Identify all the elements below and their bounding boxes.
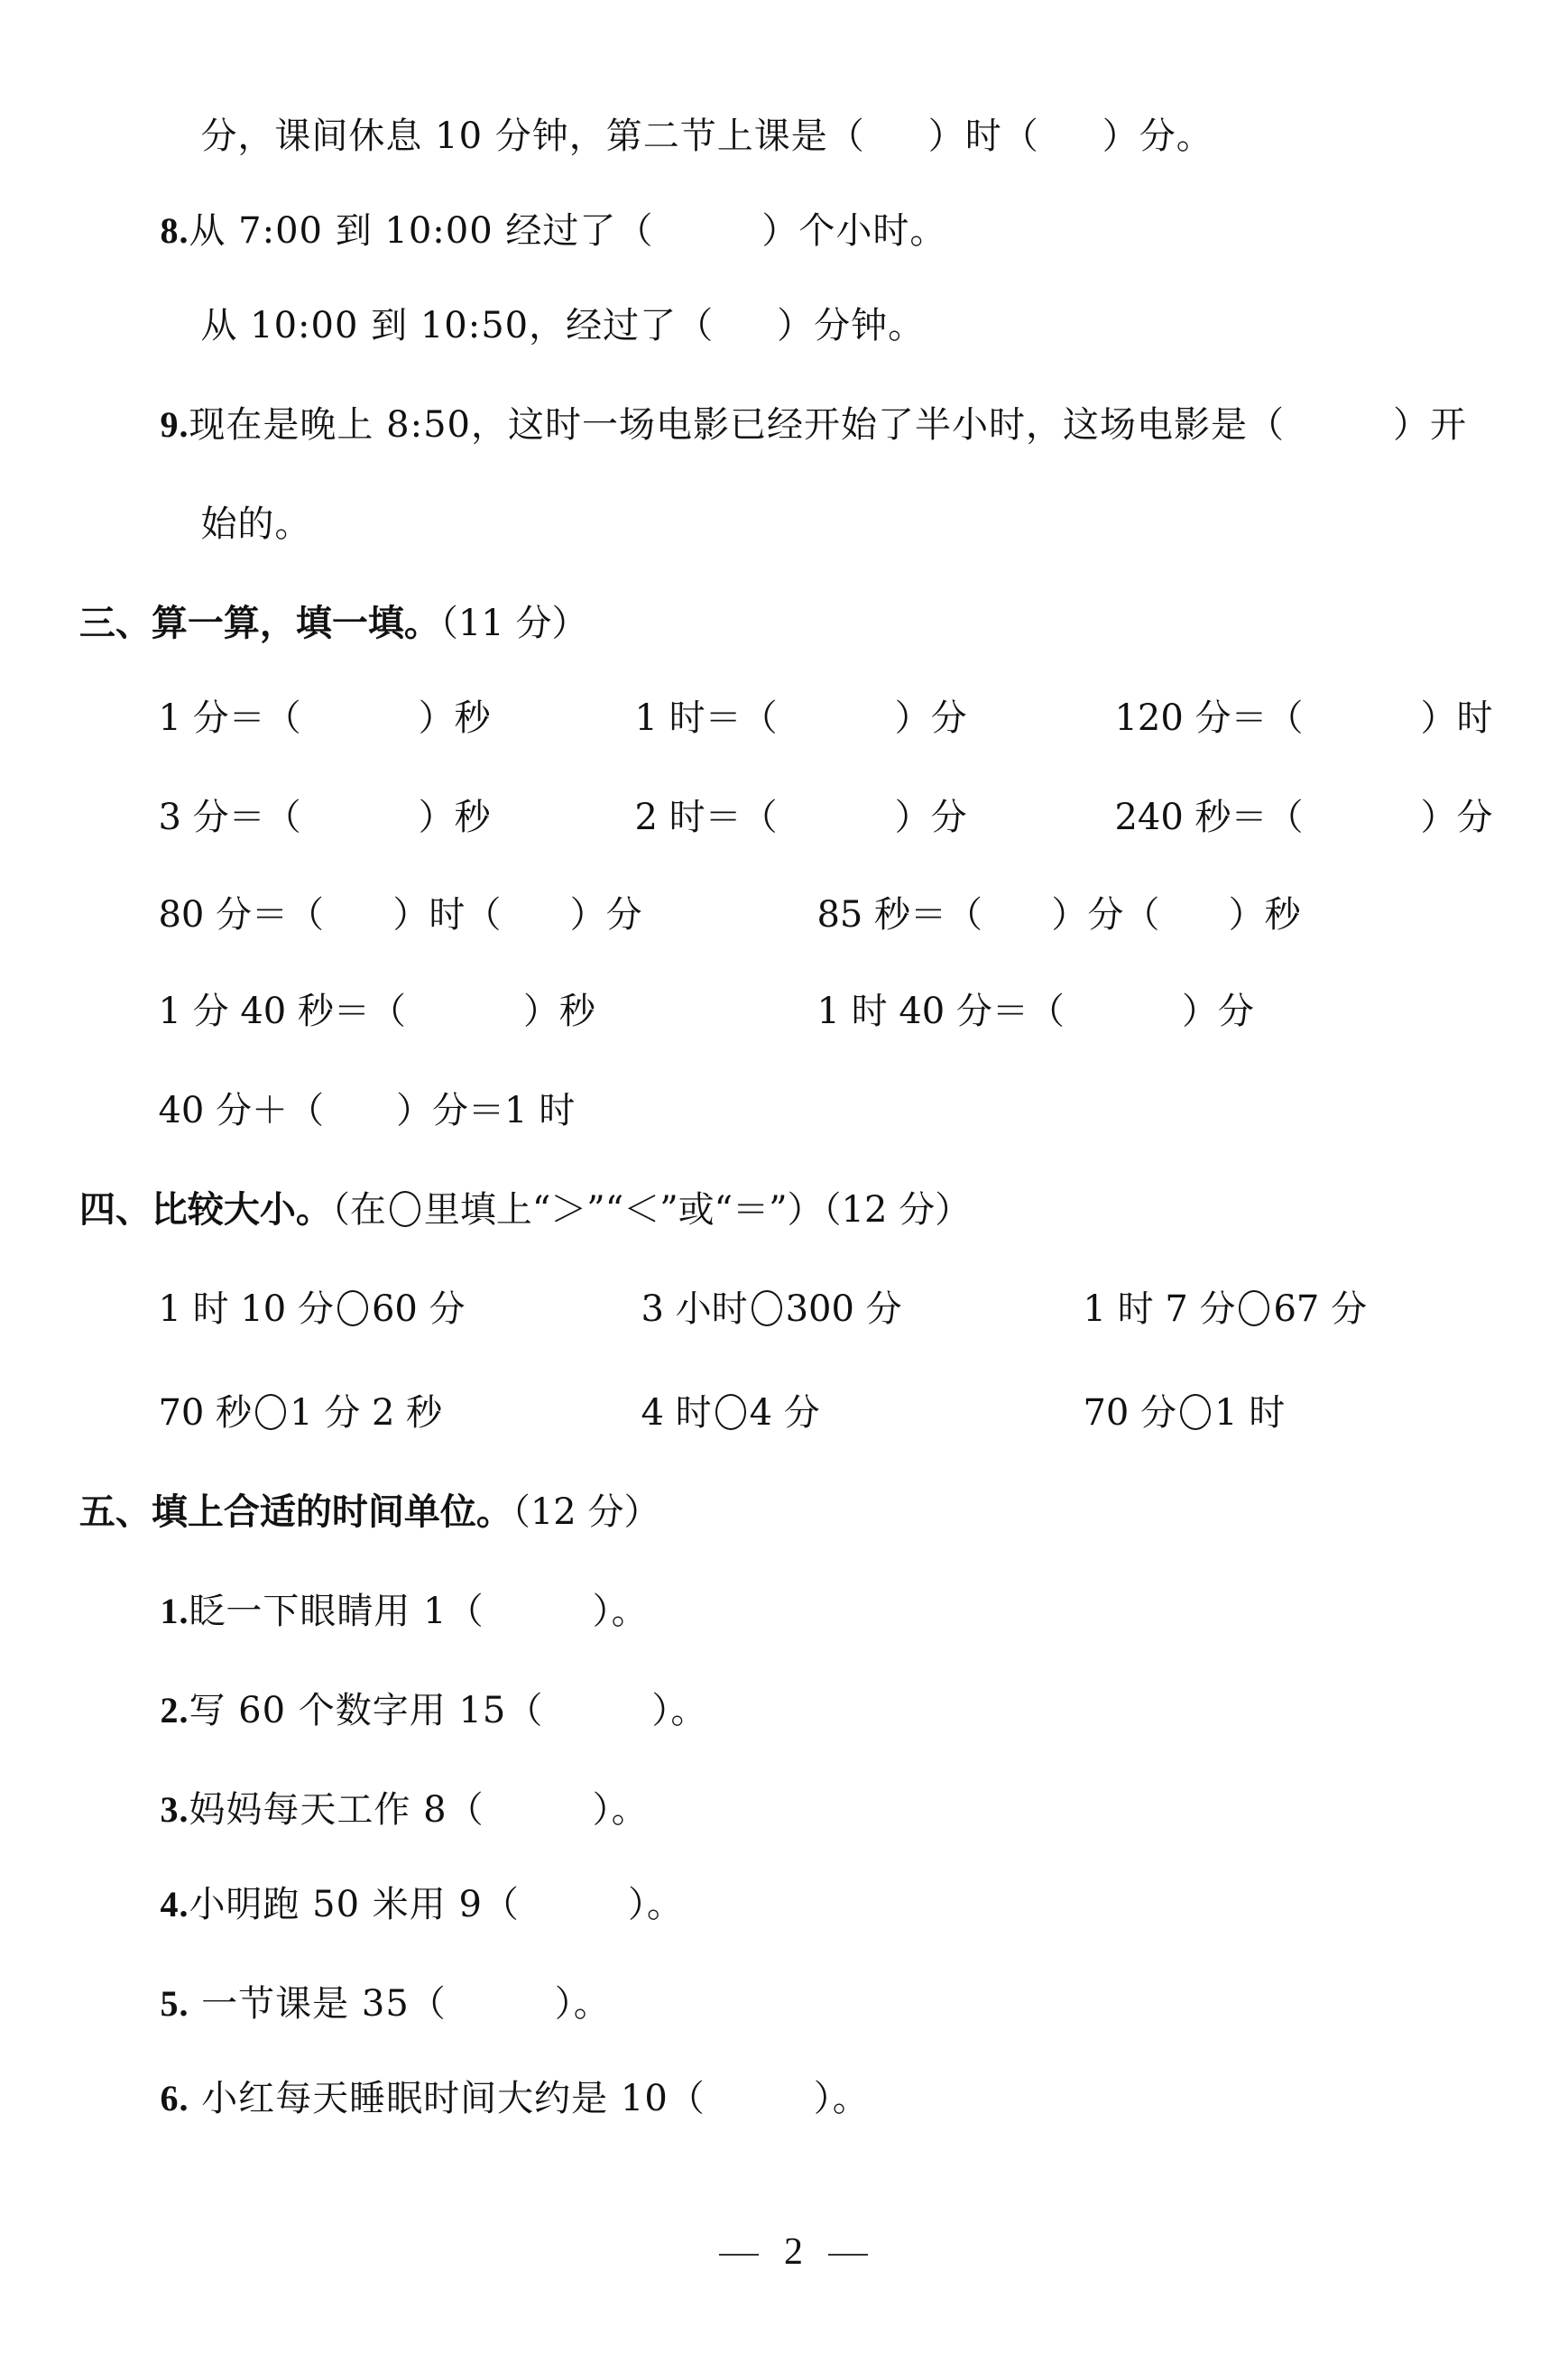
question-9-line-1 <box>135 349 1467 450</box>
question-text: 小红每天睡眠时间大约是 10（ <box>189 2078 706 2119</box>
unit-question-3 <box>135 1734 649 1835</box>
q8-text-before-2: 从 10:00 到 10:50，经过了（ <box>200 305 715 346</box>
item-left: 70 秒 <box>158 1392 253 1434</box>
comparison-item <box>135 1233 466 1334</box>
item-left: 70 分 <box>1083 1392 1177 1434</box>
q9-text-line-2: 始的。 <box>200 503 312 545</box>
section-4-instruction-after: 里填上“＞”“＜”或“＝”）（12 分） <box>423 1189 972 1231</box>
section-5-title: 五、填上合适的时间单位。 <box>78 1491 512 1533</box>
conversion-item <box>794 936 1254 1037</box>
compare-circle[interactable] <box>1180 1394 1211 1430</box>
item-left: 1 时 10 分 <box>158 1288 334 1330</box>
question-end: ）。 <box>592 1789 649 1831</box>
item-right: ）分 <box>1420 797 1493 838</box>
item-right: 67 分 <box>1273 1288 1368 1330</box>
comparison-item <box>618 1233 902 1334</box>
item-right: 4 分 <box>749 1392 820 1434</box>
item-right: 1 分 2 秒 <box>290 1392 443 1434</box>
item-right: ）秒 <box>522 991 595 1032</box>
conversion-item <box>135 1035 575 1136</box>
conversion-item <box>1092 742 1493 843</box>
section-4-instruction-before: （在 <box>331 1189 386 1231</box>
unit-question-6 <box>135 2023 870 2124</box>
item-left: 2 时＝（ <box>634 797 778 838</box>
question-number: 9. <box>160 404 189 445</box>
q9-text-before: 现在是晚上 8:50，这时一场电影已经开始了半小时，这场电影是（ <box>189 404 1285 446</box>
conversion-item <box>612 742 967 843</box>
item-left: 3 小时 <box>641 1288 748 1330</box>
unit-question-5 <box>135 1928 611 2029</box>
page-number: 2 <box>784 2231 803 2273</box>
question-number: 2. <box>160 1690 189 1731</box>
section-5-points: （12 分） <box>512 1491 660 1533</box>
unit-question-1 <box>135 1536 649 1637</box>
item-left: 120 分＝（ <box>1114 697 1304 739</box>
compare-circle[interactable] <box>255 1394 286 1430</box>
item-left: 1 时＝（ <box>634 697 778 739</box>
question-9-line-2 <box>176 448 311 549</box>
item-right: ）时 <box>1420 697 1493 739</box>
q7-text-after: ）分。 <box>1102 115 1213 157</box>
comparison-item <box>135 1337 442 1438</box>
question-number: 1. <box>160 1591 189 1631</box>
item-right: ）分 <box>894 797 967 838</box>
question-number: 3. <box>160 1789 189 1830</box>
item-right: ）秒 <box>418 797 491 838</box>
question-7-continuation <box>176 60 1213 162</box>
item-right: ）分 <box>1181 991 1254 1032</box>
item-right: 60 分 <box>371 1288 466 1330</box>
item-left: 4 时 <box>641 1392 712 1434</box>
item-left: 1 时 40 分＝（ <box>816 991 1065 1032</box>
question-8-line-1 <box>135 155 946 256</box>
item-right: 300 分 <box>785 1288 902 1330</box>
compare-circle[interactable] <box>337 1290 368 1326</box>
conversion-item <box>135 839 642 940</box>
question-text: 妈妈每天工作 8（ <box>189 1789 484 1831</box>
section-3-title: 三、算一算，填一填。 <box>78 603 440 644</box>
page-number-footer <box>0 2176 1568 2277</box>
q8-text-before: 从 7:00 到 10:00 经过了（ <box>189 210 654 252</box>
compare-circle[interactable] <box>1239 1290 1269 1326</box>
q9-text-after: ）开 <box>1392 404 1467 446</box>
item-right: ）分＝1 时 <box>396 1090 576 1131</box>
item-left: 40 分＋（ <box>158 1090 325 1131</box>
conversion-item <box>135 936 595 1037</box>
question-end: ）。 <box>592 1591 649 1632</box>
comparison-item <box>618 1337 820 1438</box>
q7-text-mid: ）时（ <box>927 115 1039 157</box>
question-end: ）。 <box>813 2078 870 2119</box>
conversion-item <box>135 742 491 843</box>
question-number: 5. <box>160 1983 189 2024</box>
section-4-heading <box>54 1134 971 1235</box>
conversion-item <box>612 642 967 743</box>
question-text: 小明跑 50 米用 9（ <box>189 1884 520 1925</box>
item-left: 3 分＝（ <box>158 797 301 838</box>
compare-circle[interactable] <box>752 1290 782 1326</box>
item-right: ）分 <box>894 697 967 739</box>
q8-text-after-2: ）分钟。 <box>777 305 926 346</box>
item-text: 80 分＝（ ）时（ ）分 <box>158 894 642 936</box>
question-text: 眨一下眼睛用 1（ <box>189 1591 484 1632</box>
comparison-item <box>1060 1233 1367 1334</box>
item-left: 240 秒＝（ <box>1114 797 1304 838</box>
unit-question-4 <box>135 1829 684 1930</box>
question-number: 4. <box>160 1884 189 1924</box>
unit-question-2 <box>135 1635 707 1736</box>
question-end: ）。 <box>651 1690 708 1731</box>
comparison-item <box>1060 1337 1285 1438</box>
dash-left <box>719 2254 759 2256</box>
item-right: 1 时 <box>1214 1392 1286 1434</box>
conversion-item <box>794 839 1301 940</box>
item-left: 1 分＝（ <box>158 697 301 739</box>
item-text: 85 秒＝（ ）分（ ）秒 <box>816 894 1301 936</box>
conversion-item <box>1092 642 1493 743</box>
section-5-heading <box>54 1436 659 1537</box>
question-number: 8. <box>160 210 189 251</box>
item-left: 1 时 7 分 <box>1083 1288 1236 1330</box>
question-end: ）。 <box>627 1884 684 1925</box>
q8-text-after: ）个小时。 <box>761 210 947 252</box>
question-text: 写 60 个数字用 15（ <box>189 1690 544 1731</box>
question-8-line-2 <box>176 250 925 351</box>
item-right: ）秒 <box>418 697 491 739</box>
compare-circle[interactable] <box>715 1394 746 1430</box>
conversion-item <box>135 642 491 743</box>
circle-icon <box>390 1191 420 1227</box>
item-left: 1 分 40 秒＝（ <box>158 991 406 1032</box>
question-end: ）。 <box>554 1983 611 2025</box>
section-3-points: （11 分） <box>439 603 588 644</box>
question-number: 6. <box>160 2078 189 2118</box>
section-3-heading <box>54 548 587 649</box>
q7-text-before: 分，课间休息 10 分钟，第二节上课是（ <box>200 115 865 157</box>
dash-right <box>828 2254 868 2256</box>
section-4-title: 四、比较大小。 <box>78 1189 332 1231</box>
question-text: 一节课是 35（ <box>189 1983 447 2025</box>
